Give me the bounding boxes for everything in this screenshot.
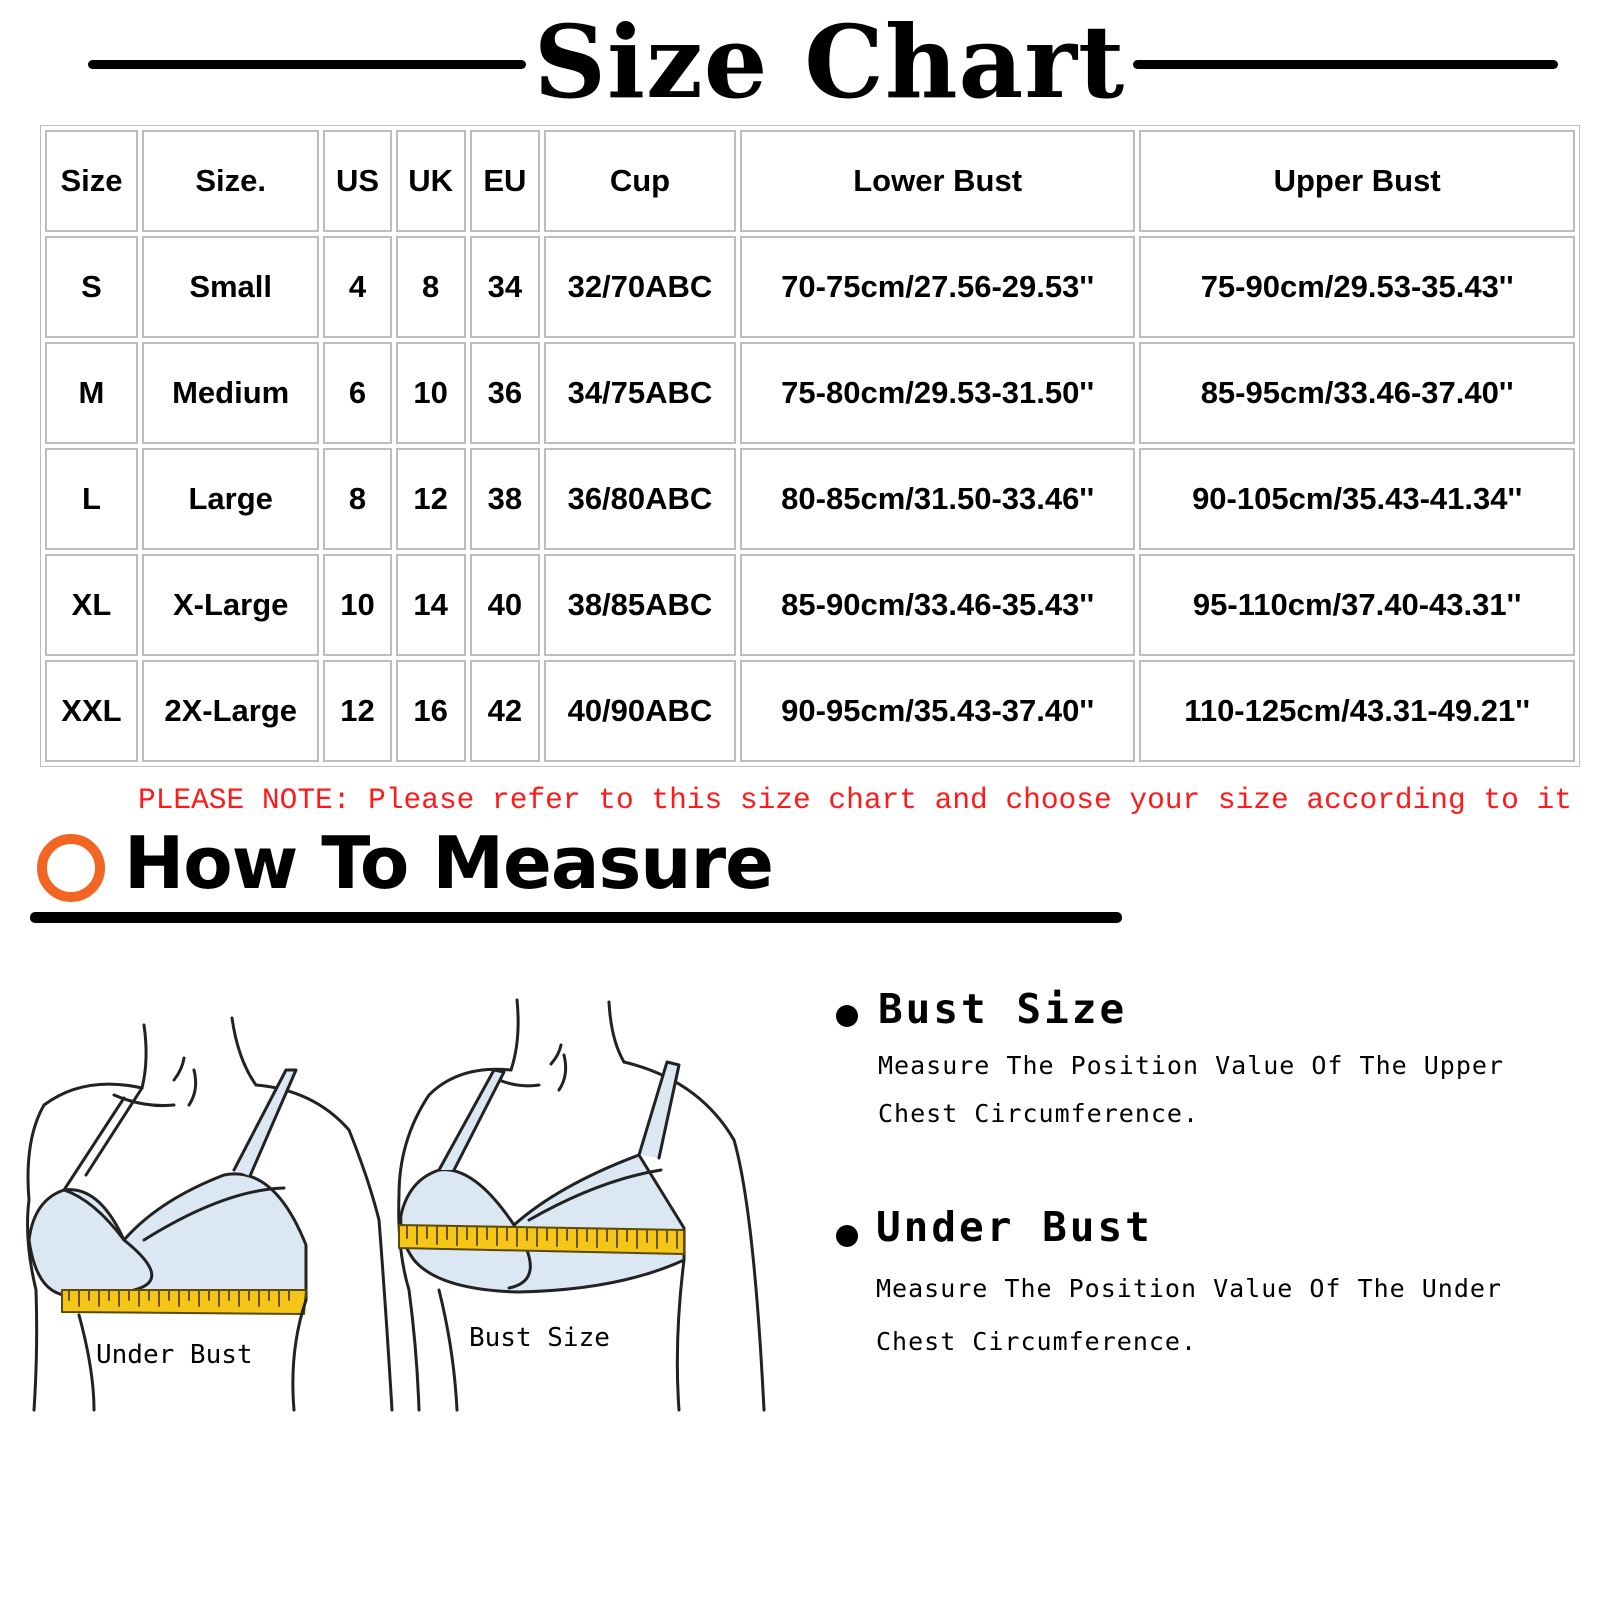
size-chart-table <box>40 125 1580 767</box>
table-cell: Large <box>142 448 320 550</box>
table-cell: 90-95cm/35.43-37.40'' <box>740 660 1135 762</box>
size-note: PLEASE NOTE: Please refer to this size chart and choose your size according to it <box>138 783 1572 817</box>
header-cell: Size. <box>142 130 320 232</box>
header-cell: UK <box>396 130 466 232</box>
header-cell: Lower Bust <box>740 130 1135 232</box>
table-cell: 80-85cm/31.50-33.46'' <box>740 448 1135 550</box>
table-cell: 2X-Large <box>142 660 320 762</box>
measurement-illustration <box>24 990 804 1470</box>
table-cell: 16 <box>396 660 466 762</box>
table-cell: 10 <box>323 554 391 656</box>
table-cell: 38 <box>470 448 540 550</box>
table-cell: 8 <box>323 448 391 550</box>
bra-figures-svg <box>24 990 804 1470</box>
table-cell: S <box>45 236 138 338</box>
table-cell: Medium <box>142 342 320 444</box>
table-row <box>45 448 1575 550</box>
description-line: Measure The Position Value Of The Under <box>876 1274 1502 1303</box>
table-cell: 40 <box>470 554 540 656</box>
section-title: How To Measure <box>124 821 773 905</box>
table-row <box>45 342 1575 444</box>
table-cell: 10 <box>396 342 466 444</box>
table-cell: 85-95cm/33.46-37.40'' <box>1139 342 1575 444</box>
table-cell: M <box>45 342 138 444</box>
under-bust-label: Under Bust <box>96 1340 253 1370</box>
page-title: Size Chart <box>533 3 1126 121</box>
orange-ring-icon <box>37 834 105 902</box>
description-line: Chest Circumference. <box>878 1099 1200 1128</box>
table-row <box>45 554 1575 656</box>
table-cell: 70-75cm/27.56-29.53'' <box>740 236 1135 338</box>
title-banner <box>0 0 1600 120</box>
header-cell: Cup <box>544 130 736 232</box>
under-bust-heading: Under Bust <box>876 1203 1153 1251</box>
bust-size-description <box>878 1042 1538 1138</box>
table-cell: 95-110cm/37.40-43.31'' <box>1139 554 1575 656</box>
table-cell: 34 <box>470 236 540 338</box>
bullet-dot-icon <box>836 1225 858 1247</box>
table-cell: Small <box>142 236 320 338</box>
table-cell: 32/70ABC <box>544 236 736 338</box>
table-cell: 110-125cm/43.31-49.21'' <box>1139 660 1575 762</box>
table-header-row <box>45 130 1575 232</box>
table-cell: 14 <box>396 554 466 656</box>
table-cell: 12 <box>396 448 466 550</box>
table-cell: 75-90cm/29.53-35.43'' <box>1139 236 1575 338</box>
bust-size-label: Bust Size <box>469 1323 610 1353</box>
header-cell: EU <box>470 130 540 232</box>
header-cell: Upper Bust <box>1139 130 1575 232</box>
table-cell: 90-105cm/35.43-41.34'' <box>1139 448 1575 550</box>
table-cell: 38/85ABC <box>544 554 736 656</box>
table-row <box>45 236 1575 338</box>
table-cell: X-Large <box>142 554 320 656</box>
title-rule-right <box>1133 60 1558 69</box>
table-cell: 34/75ABC <box>544 342 736 444</box>
table-cell: 42 <box>470 660 540 762</box>
table-cell: 85-90cm/33.46-35.43'' <box>740 554 1135 656</box>
table-row <box>45 660 1575 762</box>
table-cell: XL <box>45 554 138 656</box>
table-cell: XXL <box>45 660 138 762</box>
header-cell: Size <box>45 130 138 232</box>
bullet-dot-icon <box>836 1005 858 1027</box>
description-line: Measure The Position Value Of The Upper <box>878 1051 1504 1080</box>
table-cell: 12 <box>323 660 391 762</box>
section-underline <box>30 912 1122 923</box>
table-cell: 4 <box>323 236 391 338</box>
table-cell: 36 <box>470 342 540 444</box>
under-bust-description <box>876 1262 1536 1368</box>
table-cell: 75-80cm/29.53-31.50'' <box>740 342 1135 444</box>
title-rule-left <box>88 60 526 69</box>
table-cell: 40/90ABC <box>544 660 736 762</box>
table-cell: 36/80ABC <box>544 448 736 550</box>
table-cell: 8 <box>396 236 466 338</box>
header-cell: US <box>323 130 391 232</box>
description-line: Chest Circumference. <box>876 1327 1198 1356</box>
table-cell: 6 <box>323 342 391 444</box>
bust-size-heading: Bust Size <box>878 985 1128 1033</box>
table-cell: L <box>45 448 138 550</box>
